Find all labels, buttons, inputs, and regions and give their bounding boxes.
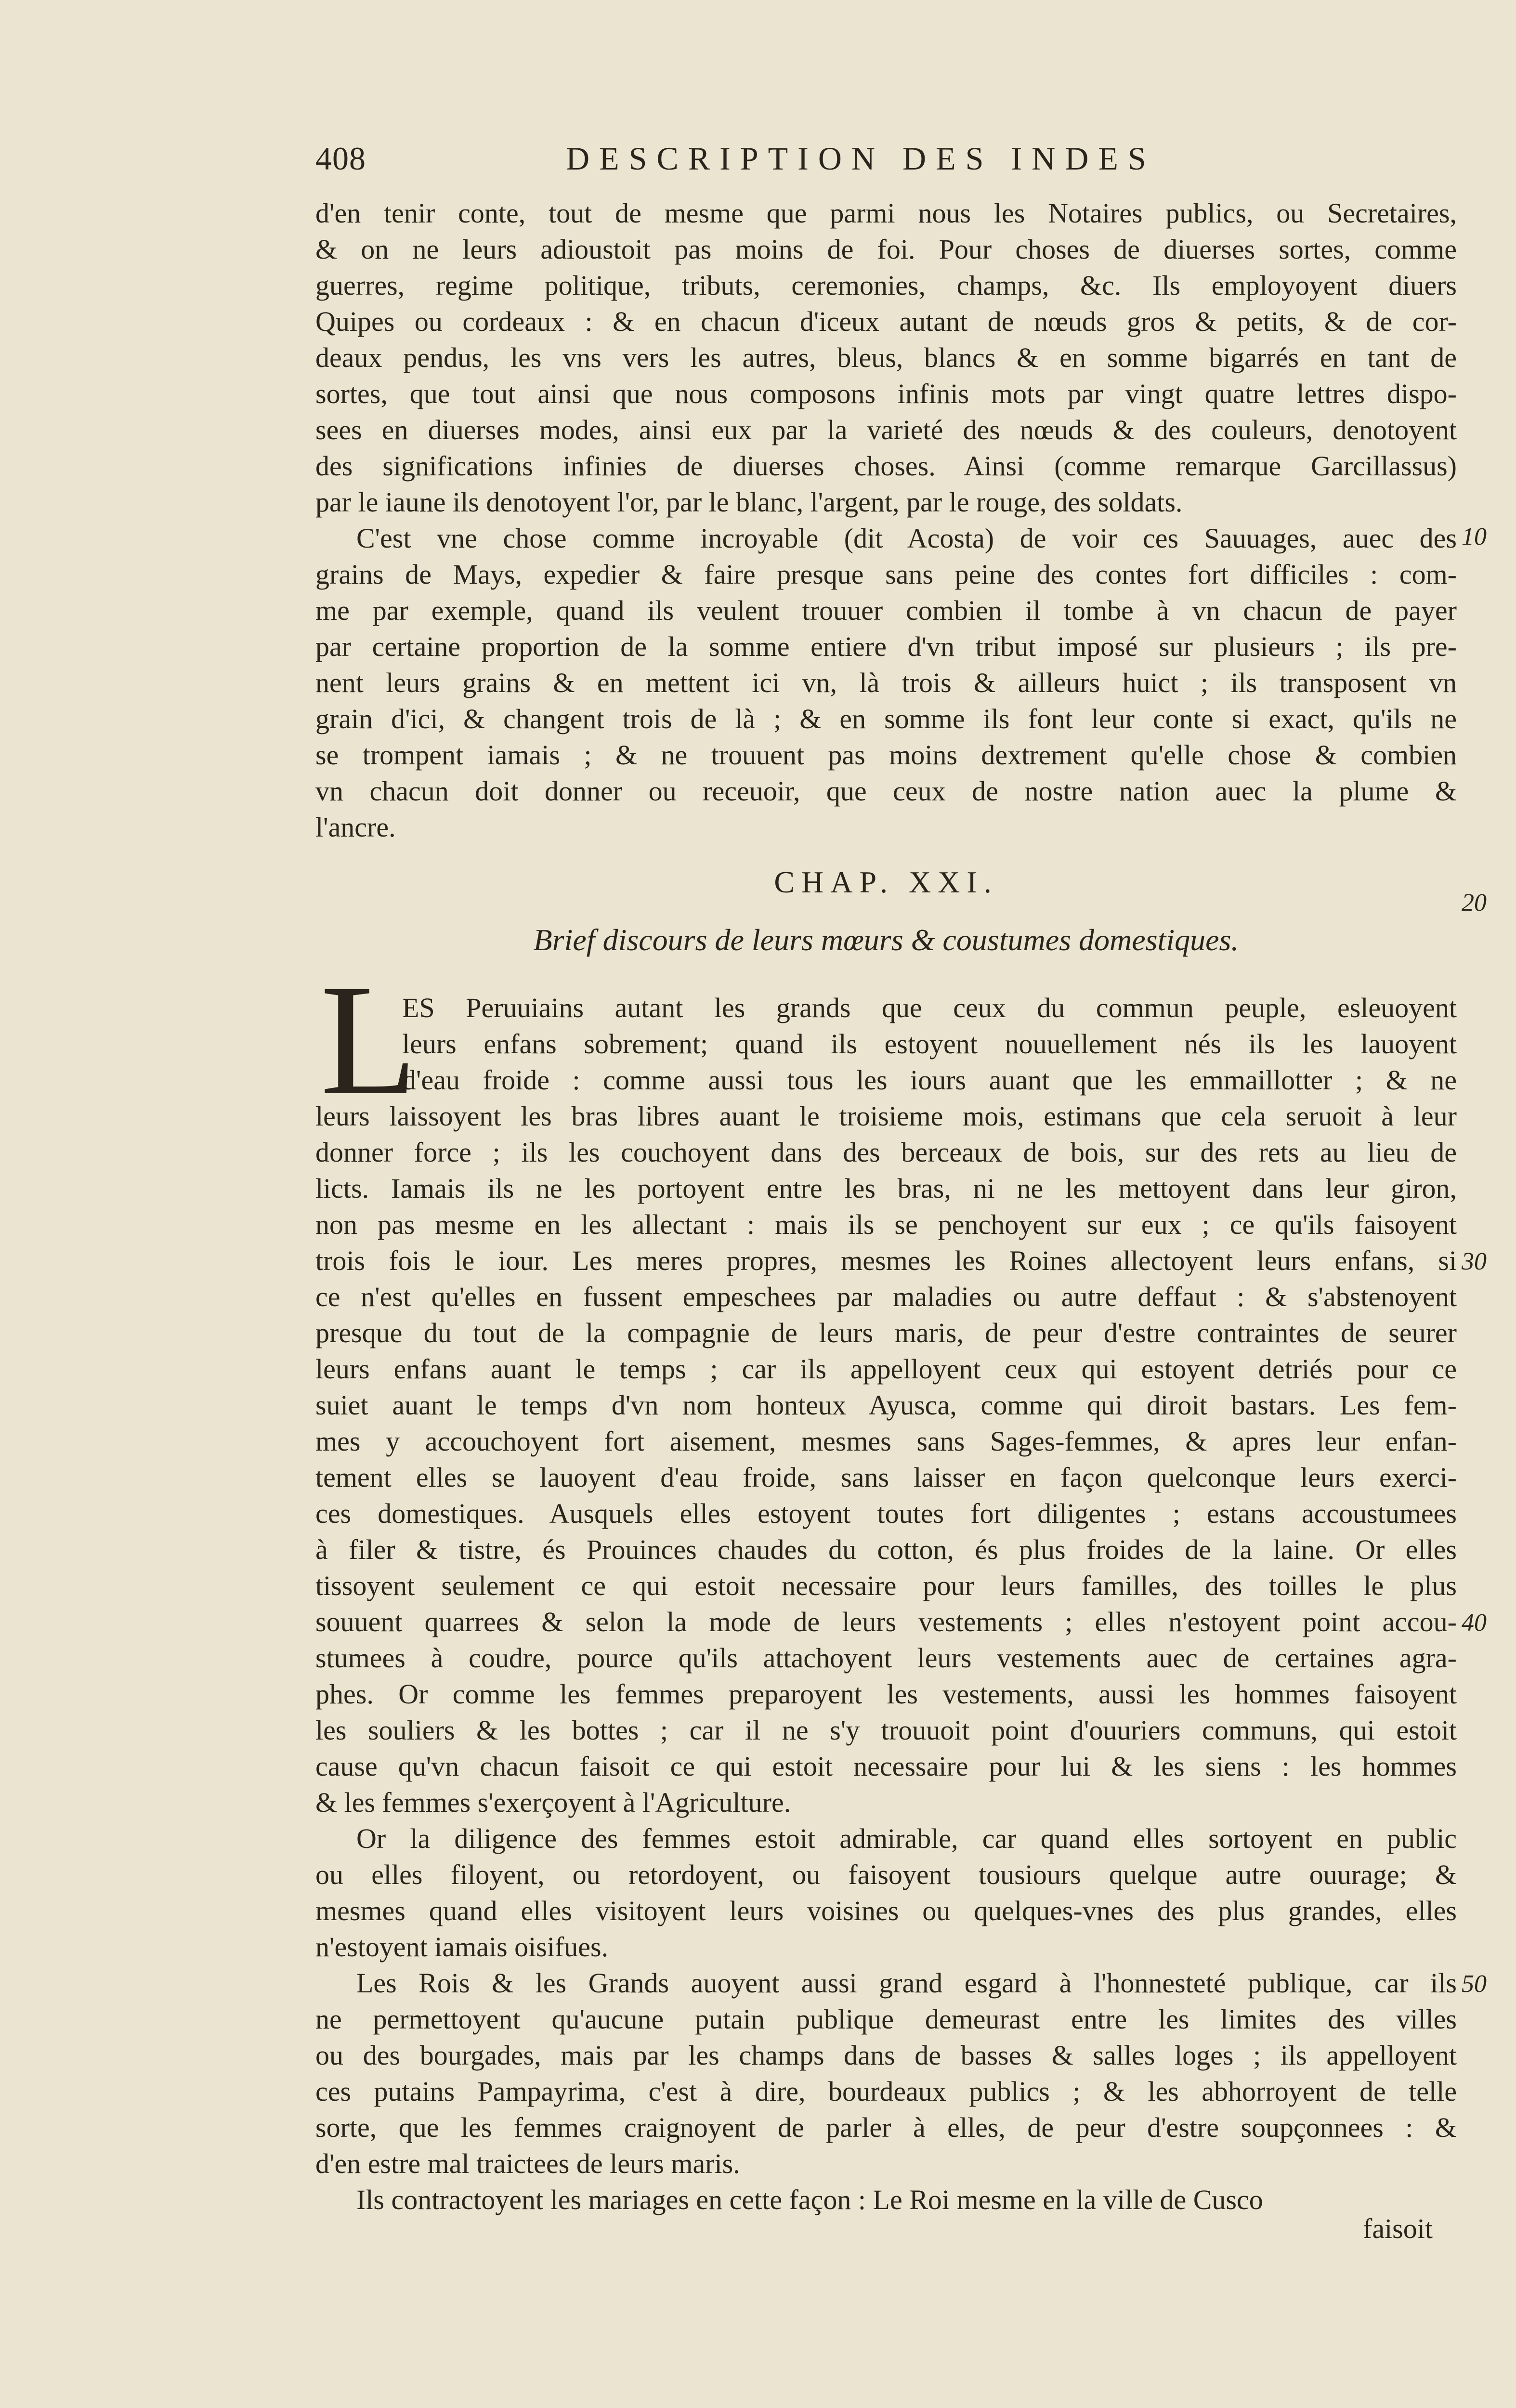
text-line: sees en diuerses modes, ainsi eux par la varieté des nœuds & des couleurs, denotoyent	[315, 414, 1457, 445]
text-line: leurs laissoyent les bras libres auant le troisieme mois, estimans que cela seruoit à leur	[315, 1100, 1457, 1132]
chapter-subtitle: Brief discours de leurs mœurs & coustumes domestiques.	[533, 923, 1239, 957]
margin-line-number: 10	[1462, 523, 1487, 550]
text-line: l'ancre.	[315, 811, 396, 843]
text-line: ces domestiques. Ausquels elles estoyent toutes fort diligentes ; estans accoustumees	[315, 1498, 1457, 1529]
text-line: vn chacun doit donner ou receuoir, que ceux de nostre nation auec la plume &	[315, 775, 1457, 807]
text-line: ou elles filoyent, ou retordoyent, ou faisoyent tousiours quelque autre ouurage; &	[315, 1859, 1457, 1890]
text-line: sortes, que tout ainsi que nous composons infinis mots par vingt quatre lettres dispo-	[315, 378, 1457, 409]
text-line: cause qu'vn chacun faisoit ce qui estoit necessaire pour lui & les siens : les hommes	[315, 1751, 1457, 1782]
margin-line-number: 50	[1462, 1970, 1487, 1998]
text-line: par certaine proportion de la somme entiere d'vn tribut imposé sur plusieurs ; ils pre-	[315, 631, 1457, 662]
text-line: suiet auant le temps d'vn nom honteux Ayusca, comme qui diroit bastars. Les fem-	[315, 1389, 1457, 1421]
margin-line-number: 40	[1462, 1609, 1487, 1636]
text-line: & on ne leurs adioustoit pas moins de foi. Pour choses de diuerses sortes, comme	[315, 234, 1457, 265]
text-line: les souliers & les bottes ; car il ne s'y trouuoit point d'ouuriers communs, qui estoit	[315, 1714, 1457, 1746]
text-line: tissoyent seulement ce qui estoit necessaire pour leurs familles, des toilles le plus	[315, 1570, 1457, 1601]
text-line: & les femmes s'exerçoyent à l'Agriculture.	[315, 1787, 791, 1818]
text-line: guerres, regime politique, tributs, ceremonies, champs, &c. Ils employoyent diuers	[315, 270, 1457, 301]
text-line: me par exemple, quand ils veulent trouuer combien il tombe à vn chacun de payer	[315, 595, 1457, 626]
text-line: non pas mesme en les allectant : mais ils se penchoyent sur eux ; ce qu'ils faisoyent	[315, 1209, 1457, 1240]
text-line: à filer & tistre, és Prouinces chaudes du cotton, és plus froides de la laine. Or elles	[315, 1534, 1457, 1565]
text-line: tement elles se lauoyent d'eau froide, sans laisser en façon quelconque leurs exerci-	[315, 1462, 1457, 1493]
catchword: faisoit	[1363, 2213, 1433, 2244]
text-line: se trompent iamais ; & ne trouuent pas moins dextrement qu'elle chose & combien	[315, 739, 1457, 771]
text-line: leurs enfans sobrement; quand ils estoyent nouuellement nés ils les lauoyent	[402, 1028, 1457, 1060]
text-line: ou des bourgades, mais par les champs dans de basses & salles loges ; ils appelloyent	[315, 2040, 1457, 2071]
drop-cap: L	[320, 952, 418, 1128]
page-header	[315, 140, 1457, 188]
text-line: souuent quarrees & selon la mode de leurs vestements ; elles n'estoyent point accou-	[315, 1606, 1457, 1637]
text-line: des significations infinies de diuerses choses. Ainsi (comme remarque Garcillassus)	[315, 450, 1457, 482]
text-line: ce n'est qu'elles en fussent empeschees par maladies ou autre deffaut : & s'abstenoyent	[315, 1281, 1457, 1312]
text-line: stumees à coudre, pource qu'ils attachoyent leurs vestements auec de certaines agra-	[315, 1642, 1457, 1674]
margin-line-number: 30	[1462, 1248, 1487, 1275]
text-line: mes y accouchoyent fort aisement, mesmes sans Sages-femmes, & apres leur enfan-	[315, 1426, 1457, 1457]
text-line: n'estoyent iamais oisifues.	[315, 1931, 609, 1963]
text-line: Or la diligence des femmes estoit admirable, car quand elles sortoyent en public	[356, 1823, 1457, 1854]
text-line: sorte, que les femmes craignoyent de parler à elles, de peur d'estre soupçonnees : &	[315, 2112, 1457, 2143]
text-line: mesmes quand elles visitoyent leurs voisines ou quelques-vnes des plus grandes, elles	[315, 1895, 1457, 1926]
text-line: Les Rois & les Grands auoyent aussi grand esgard à l'honnesteté publique, car ils	[356, 1967, 1457, 1999]
text-line: par le iaune ils denotoyent l'or, par le blanc, l'argent, par le rouge, des soldats.	[315, 486, 1183, 518]
margin-line-number: 20	[1462, 889, 1487, 916]
text-line: deaux pendus, les vns vers les autres, bleus, blancs & en somme bigarrés en tant de	[315, 342, 1457, 373]
text-line: nent leurs grains & en mettent ici vn, là trois & ailleurs huict ; ils transposent vn	[315, 667, 1457, 698]
text-line: Quipes ou cordeaux : & en chacun d'iceux autant de nœuds gros & petits, & de cor-	[315, 306, 1457, 337]
text-line: d'en tenir conte, tout de mesme que parmi nous les Notaires publics, ou Secretaires,	[315, 197, 1457, 229]
text-line: d'en estre mal traictees de leurs maris.	[315, 2148, 740, 2179]
text-line: ces putains Pampayrima, c'est à dire, bourdeaux publics ; & les abhorroyent de telle	[315, 2076, 1457, 2107]
text-line: d'eau froide : comme aussi tous les iours auant que les emmaillotter ; & ne	[402, 1064, 1457, 1096]
text-line: Ils contractoyent les mariages en cette façon : Le Roi mesme en la ville de Cusco	[356, 2184, 1263, 2215]
text-line: ES Peruuiains autant les grands que ceux du commun peuple, esleuoyent	[402, 992, 1457, 1023]
text-line: ne permettoyent qu'aucune putain publique demeurast entre les limites des villes	[315, 2003, 1457, 2035]
text-line: donner force ; ils les couchoyent dans des berceaux de bois, sur des rets au lieu de	[315, 1137, 1457, 1168]
text-line: grain d'ici, & changent trois de là ; & en somme ils font leur conte si exact, qu'ils ne	[315, 703, 1457, 734]
text-line: trois fois le iour. Les meres propres, mesmes les Roines allectoyent leurs enfans, si	[315, 1245, 1457, 1276]
running-title: DESCRIPTION DES INDES	[566, 140, 1156, 177]
text-line: C'est vne chose comme incroyable (dit Acosta) de voir ces Sauuages, auec des	[356, 523, 1457, 554]
text-line: licts. Iamais ils ne les portoyent entre les bras, ni ne les mettoyent dans leur giron,	[315, 1173, 1457, 1204]
chapter-title: CHAP. XXI.	[774, 865, 998, 899]
text-line: grains de Mays, expedier & faire presque sans peine des contes fort difficiles : com-	[315, 559, 1457, 590]
page-number: 408	[315, 140, 366, 177]
text-line: phes. Or comme les femmes preparoyent les vestements, aussi les hommes faisoyent	[315, 1678, 1457, 1710]
text-line: presque du tout de la compagnie de leurs maris, de peur d'estre contraintes de seurer	[315, 1317, 1457, 1348]
text-line: leurs enfans auant le temps ; car ils appelloyent ceux qui estoyent detriés pour ce	[315, 1353, 1457, 1385]
